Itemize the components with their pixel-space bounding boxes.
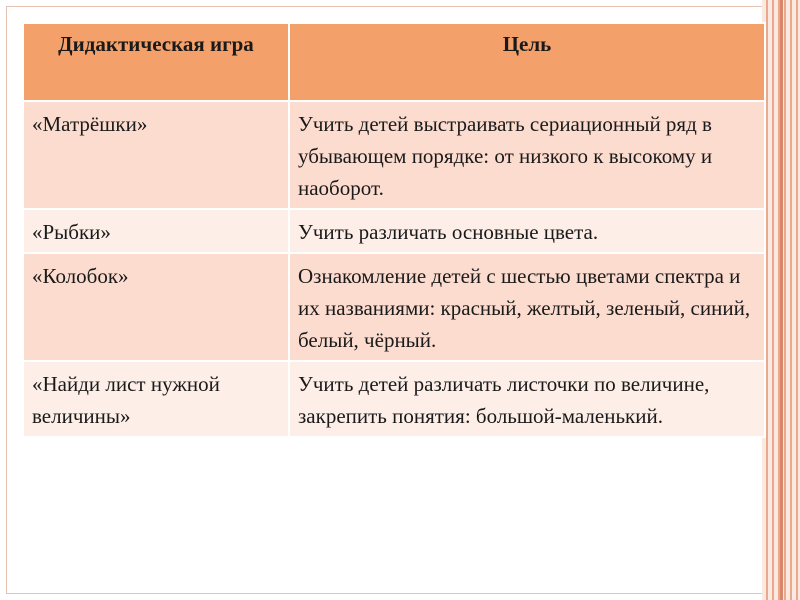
header-game: Дидактическая игра (23, 23, 289, 101)
game-goal: Учить детей выстраивать сериационный ряд в убывающем порядке: от низкого к высокому и наоборот. (289, 101, 765, 209)
table-row (23, 253, 765, 361)
game-goal: Учить различать основные цвета. (289, 209, 765, 253)
didactic-games-table (22, 22, 766, 438)
table-row (23, 361, 765, 437)
table-row (23, 101, 765, 209)
decorative-stripes (762, 0, 800, 600)
table-header-row (23, 23, 765, 101)
game-goal: Ознакомление детей с шестью цветами спектра и их названиями: красный, желтый, зеленый, синий, белый, чёрный. (289, 253, 765, 361)
game-goal: Учить детей различать листочки по величине, закрепить понятия: большой-маленький. (289, 361, 765, 437)
game-name: «Найди лист нужной величины» (23, 361, 289, 437)
table-row (23, 209, 765, 253)
game-name: «Колобок» (23, 253, 289, 361)
header-goal: Цель (289, 23, 765, 101)
game-name: «Матрёшки» (23, 101, 289, 209)
game-name: «Рыбки» (23, 209, 289, 253)
